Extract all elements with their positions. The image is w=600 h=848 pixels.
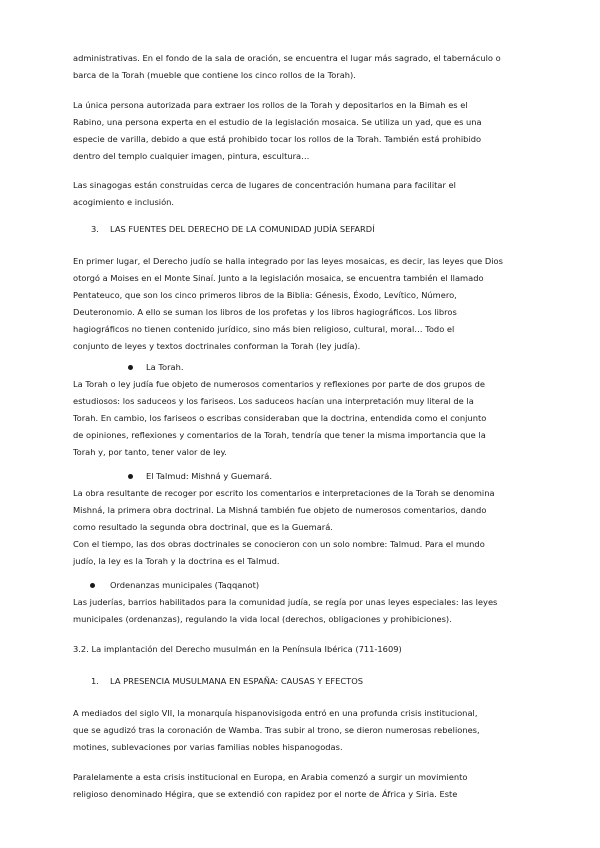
paragraph-tabernaculo	[73, 50, 533, 84]
section-heading: LAS FUENTES DEL DERECHO DE LA COMUNIDAD JUDÍA SEFARDÍ	[110, 224, 375, 234]
paragraph-rabino	[73, 97, 533, 165]
text-line: administrativas. En el fondo de la sala de oración, se encuentra el lugar más sagrado, el tabernáculo o	[73, 53, 501, 63]
bullet-item-torah: La Torah.	[146, 362, 184, 372]
text-line: A mediados del siglo VII, la monarquía hispanovisigoda entró en una profunda crisis institucional,	[73, 708, 478, 718]
bullet-icon	[128, 474, 133, 479]
subsection-heading: 3.2. La implantación del Derecho musulmán en la Península Ibérica (711-1609)	[73, 644, 402, 654]
bullet-icon	[90, 583, 95, 588]
text-line: Mishná, la primera obra doctrinal. La Mishná también fue objeto de numerosos comentarios, dando	[73, 505, 487, 515]
section-number: 3.	[91, 224, 99, 234]
bullet-icon	[128, 365, 133, 370]
paragraph-monarquia	[73, 705, 533, 756]
text-line: Las juderías, barrios habilitados para la comunidad judía, se regía por unas leyes especiales: las leyes	[73, 597, 498, 607]
text-line: hagiográficos no tienen contenido jurídico, sino más bien religioso, cultural, moral… Todo el	[73, 324, 455, 334]
text-line: religioso denominado Hégira, que se extendió con rapidez por el norte de África y Siria. Este	[73, 789, 458, 799]
text-line: que se agudizó tras la coronación de Wamba. Tras subir al trono, se dieron numerosas rebeliones,	[73, 725, 480, 735]
text-line: Con el tiempo, las dos obras doctrinales se conocieron con un solo nombre: Talmud. Para el mundo	[73, 539, 485, 549]
paragraph-talmud	[73, 485, 533, 570]
bullet-item-ordenanzas: Ordenanzas municipales (Taqqanot)	[110, 580, 260, 590]
text-line: especie de varilla, debido a que está prohibido tocar los rollos de la Torah. También está prohibido	[73, 134, 482, 144]
text-line: La obra resultante de recoger por escrito los comentarios e interpretaciones de la Torah se denomina	[73, 488, 495, 498]
text-line: judío, la ley es la Torah y la doctrina es el Talmud.	[73, 556, 280, 566]
paragraph-hegira	[73, 769, 533, 803]
paragraph-sinagogas	[73, 177, 533, 211]
text-line: Torah y, por tanto, tener valor de ley.	[73, 447, 227, 457]
paragraph-torah	[73, 376, 533, 461]
text-line: La Torah o ley judía fue objeto de numerosos comentarios y reflexiones por parte de dos grupos de	[73, 379, 485, 389]
bullet-item-talmud: El Talmud: Mishná y Guemará.	[146, 471, 272, 481]
text-line: La única persona autorizada para extraer los rollos de la Torah y depositarlos en la Bimah es el	[73, 100, 468, 110]
text-line: motines, sublevaciones por varias familias nobles hispanogodas.	[73, 742, 343, 752]
paragraph-juderias	[73, 594, 533, 628]
text-line: acogimiento e inclusión.	[73, 197, 175, 207]
text-line: Las sinagogas están construidas cerca de lugares de concentración humana para facilitar el	[73, 180, 456, 190]
section-number: 1.	[91, 676, 99, 686]
text-line: Paralelamente a esta crisis institucional en Europa, en Arabia comenzó a surgir un movimiento	[73, 772, 468, 782]
text-line: Deuteronomio. A ello se suman los libros de los profetas y los libros hagiográficos. Los libros	[73, 307, 457, 317]
text-line: En primer lugar, el Derecho judío se halla integrado por las leyes mosaicas, es decir, las leyes que Dios	[73, 256, 503, 266]
text-line: Rabino, una persona experta en el estudio de la legislación mosaica. Se utiliza un yad, que es una	[73, 117, 482, 127]
text-line: Pentateuco, que son los cinco primeros libros de la Biblia: Génesis, Éxodo, Levítico, Número,	[73, 290, 457, 300]
text-line: dentro del templo cualquier imagen, pintura, escultura…	[73, 151, 310, 161]
text-line: Torah. En cambio, los fariseos o escribas consideraban que la doctrina, entendida como el conjunto	[73, 413, 487, 423]
text-line: barca de la Torah (mueble que contiene los cinco rollos de la Torah).	[73, 70, 356, 80]
text-line: de opiniones, reflexiones y comentarios de la Torah, tendría que tener la misma importancia que la	[73, 430, 486, 440]
paragraph-derecho-judio	[73, 253, 533, 355]
text-line: conjunto de leyes y textos doctrinales conforman la Torah (ley judía).	[73, 341, 361, 351]
section-heading: LA PRESENCIA MUSULMANA EN ESPAÑA: CAUSAS Y EFECTOS	[110, 676, 364, 686]
text-line: otorgó a Moises en el Monte Sinaí. Junto a la legislación mosaica, se encuentra también el llamado	[73, 273, 484, 283]
text-line: estudiosos: los saduceos y los fariseos. Los saduceos hacían una interpretación muy literal de la	[73, 396, 474, 406]
text-line: como resultado la segunda obra doctrinal, que es la Guemará.	[73, 522, 333, 532]
text-line: municipales (ordenanzas), regulando la vida local (derechos, obligaciones y prohibiciones).	[73, 614, 452, 624]
